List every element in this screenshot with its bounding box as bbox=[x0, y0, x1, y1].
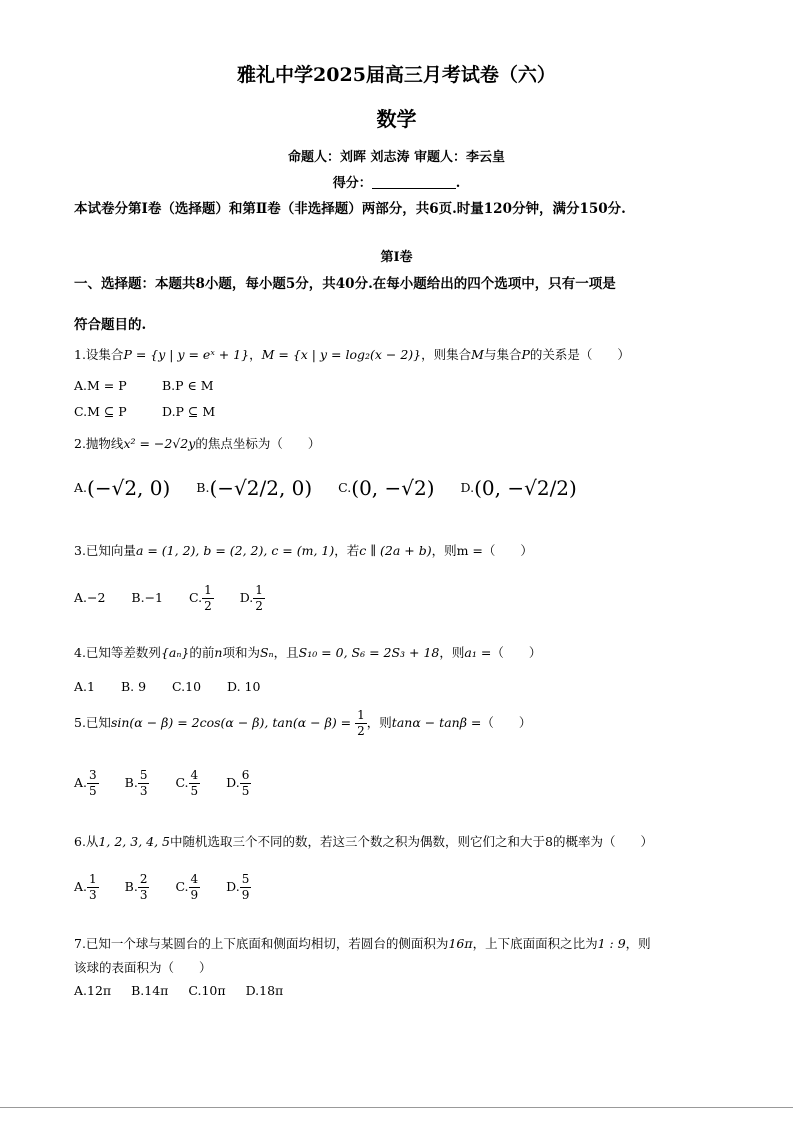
q1-option-c[interactable]: C.M ⊆ P bbox=[74, 404, 127, 419]
q6-text-b: 中随机选取三个不同的数，若这三个数之积为偶数，则它们之和大于8的概率为（ ） bbox=[170, 834, 653, 849]
q1-set-p: P = {y | y = eˣ + 1} bbox=[123, 347, 250, 362]
q1-text-d: 的关系是（ ） bbox=[529, 347, 630, 362]
q7-text-c: ，则 bbox=[625, 936, 651, 951]
q2-option-a-value: (−√2, 0) bbox=[87, 476, 171, 500]
question-7-stem bbox=[74, 934, 651, 952]
q6-option-d-fraction: $\frac{5}{9}$ bbox=[241, 872, 250, 902]
question-1-options-row2 bbox=[74, 404, 237, 419]
q6-option-b[interactable]: B. $\frac{2}{3}$ bbox=[124, 872, 148, 902]
q4-text-a: 4.已知等差数列 bbox=[74, 645, 161, 660]
q7-area: 16π bbox=[448, 936, 473, 951]
q6-option-a-fraction: $\frac{1}{3}$ bbox=[89, 872, 97, 902]
exam-title: 雅礼中学2025届高三月考试卷（六） bbox=[237, 64, 556, 86]
q2-option-d[interactable]: D.(0, −√2/2) bbox=[460, 476, 577, 500]
q4-text-f: （ ） bbox=[491, 645, 542, 660]
question-6-options bbox=[74, 872, 273, 903]
q1-set-m: M = {x | y = log₂(x − 2)} bbox=[261, 347, 422, 362]
q5-option-d-fraction: $\frac{6}{5}$ bbox=[241, 768, 250, 798]
q1-p: P bbox=[521, 347, 530, 362]
q5-condition-fraction: $\frac{1}{2}$ bbox=[357, 708, 365, 738]
q5-text-a: 5.已知 bbox=[74, 715, 111, 730]
q5-option-d[interactable]: D. $\frac{6}{5}$ bbox=[226, 768, 250, 798]
q5-option-c[interactable]: C. $\frac{4}{5}$ bbox=[175, 768, 199, 798]
q2-option-c-value: (0, −√2) bbox=[351, 476, 435, 500]
q7-text-a: 7.已知一个球与某圆台的上下底面和侧面均相切，若圆台的侧面积为 bbox=[74, 936, 449, 951]
question-4-options bbox=[74, 679, 282, 694]
volume-heading: 第I卷 bbox=[380, 250, 413, 265]
q1-m: M bbox=[471, 347, 484, 362]
q5-option-a[interactable]: A. $\frac{3}{5}$ bbox=[74, 768, 97, 798]
section-heading-line2: 符合题目的. bbox=[74, 317, 147, 333]
question-7-options bbox=[74, 983, 305, 998]
q7-option-d[interactable]: D.18π bbox=[245, 983, 284, 998]
q4-option-c[interactable]: C.10 bbox=[172, 679, 202, 694]
q3-option-c-fraction: $\frac{1}{2}$ bbox=[204, 583, 212, 613]
question-2-options bbox=[74, 476, 599, 500]
question-3-stem bbox=[74, 541, 533, 559]
subject-title: 数学 bbox=[376, 107, 417, 131]
q3-option-d-fraction: $\frac{1}{2}$ bbox=[255, 583, 263, 613]
q4-n: n bbox=[214, 645, 223, 660]
q6-option-c[interactable]: C. $\frac{4}{9}$ bbox=[175, 872, 199, 902]
q3-condition: c ∥ (2a + b) bbox=[359, 543, 432, 558]
q4-option-a[interactable]: A.1 bbox=[74, 679, 95, 694]
q2-option-b[interactable]: B.(−√2/2, 0) bbox=[196, 476, 313, 500]
section-heading-line1: 一、选择题：本题共8小题，每小题5分，共40分.在每小题给出的四个选项中，只有一项是 bbox=[74, 276, 616, 292]
q4-sn: Sₙ bbox=[259, 645, 274, 660]
q4-sequence: {aₙ} bbox=[160, 645, 190, 660]
q7-ratio: 1 : 9 bbox=[597, 936, 626, 951]
q7-text-b: ，上下底面面积之比为 bbox=[472, 936, 598, 951]
authors-line: 命题人：刘晖 刘志涛 审题人：李云皇 bbox=[287, 150, 506, 165]
q4-option-b[interactable]: B. 9 bbox=[120, 679, 147, 694]
q3-text-b: ，若 bbox=[334, 543, 360, 558]
q7-option-c[interactable]: C.10π bbox=[188, 983, 226, 998]
question-6-stem bbox=[74, 832, 653, 850]
q5-option-a-fraction: $\frac{3}{5}$ bbox=[89, 768, 97, 798]
question-5-options bbox=[74, 768, 273, 799]
q3-text-a: 3.已知向量 bbox=[74, 543, 136, 558]
q6-option-c-fraction: $\frac{4}{9}$ bbox=[190, 872, 199, 902]
q4-a1: a₁ = bbox=[464, 645, 492, 660]
q4-text-c: 项和为 bbox=[222, 645, 260, 660]
score-label: 得分： bbox=[332, 176, 372, 191]
q2-text-b: 的焦点坐标为（ ） bbox=[195, 436, 321, 451]
q3-option-b[interactable]: B.−1 bbox=[131, 590, 164, 605]
q5-text-b: ，则 bbox=[366, 715, 392, 730]
q4-text-e: ，则 bbox=[439, 645, 465, 660]
q6-option-b-fraction: $\frac{2}{3}$ bbox=[139, 872, 148, 902]
q1-text-a: 1.设集合 bbox=[74, 347, 124, 362]
q2-option-d-value: (0, −√2/2) bbox=[474, 476, 577, 500]
q5-condition: sin(α − β) = 2cos(α − β), tan(α − β) = bbox=[110, 715, 356, 730]
q3-text-c: ，则m =（ ） bbox=[431, 543, 533, 558]
q2-option-b-value: (−√2/2, 0) bbox=[209, 476, 313, 500]
q2-text-a: 2.抛物线 bbox=[74, 436, 124, 451]
q3-vectors: a = (1, 2), b = (2, 2), c = (m, 1) bbox=[135, 543, 335, 558]
q3-option-c[interactable]: C. $\frac{1}{2}$ bbox=[189, 583, 212, 613]
question-1-options-row1 bbox=[74, 378, 236, 393]
q4-option-d[interactable]: D. 10 bbox=[227, 679, 261, 694]
score-line: 得分： . bbox=[332, 176, 461, 191]
question-5-stem bbox=[74, 708, 531, 739]
q3-option-a[interactable]: A.−2 bbox=[74, 590, 106, 605]
q6-option-d[interactable]: D. $\frac{5}{9}$ bbox=[226, 872, 250, 902]
q1-text-c: 与集合 bbox=[483, 347, 522, 362]
q5-option-c-fraction: $\frac{4}{5}$ bbox=[190, 768, 199, 798]
q5-option-b-fraction: $\frac{5}{3}$ bbox=[139, 768, 148, 798]
q7-option-b[interactable]: B.14π bbox=[131, 983, 169, 998]
question-1-stem: 1.设集合P = {y | y = eˣ + 1}，M = {x | y = log₂(x − 2)}，则集合M与集合P的关系是（ ） bbox=[74, 347, 630, 362]
q1-option-b[interactable]: B.P ∈ M bbox=[162, 378, 214, 393]
question-7-stem-line2: 该球的表面积为（ ） bbox=[74, 960, 212, 975]
score-blank bbox=[372, 175, 456, 189]
question-2-stem bbox=[74, 434, 320, 452]
q1-option-a[interactable]: A.M = P bbox=[74, 378, 127, 393]
exam-intro: 本试卷分第I卷（选择题）和第Ⅱ卷（非选择题）两部分，共6页.时量120分钟，满分150分. bbox=[74, 201, 626, 217]
q5-target: tanα − tanβ = bbox=[391, 715, 482, 730]
q4-text-b: 的前 bbox=[189, 645, 215, 660]
question-4-stem bbox=[74, 643, 541, 661]
q2-option-a[interactable]: A.(−√2, 0) bbox=[74, 476, 171, 500]
q4-text-d: ，且 bbox=[273, 645, 299, 660]
q5-text-c: （ ） bbox=[481, 715, 532, 730]
q2-option-c[interactable]: C.(0, −√2) bbox=[338, 476, 435, 500]
q1-text-b: ，则集合 bbox=[421, 347, 472, 362]
q3-option-d[interactable]: D. $\frac{1}{2}$ bbox=[239, 583, 263, 613]
q6-numbers: 1, 2, 3, 4, 5 bbox=[98, 834, 170, 849]
q2-equation: x² = −2√2y bbox=[123, 436, 196, 451]
q6-option-a[interactable]: A. $\frac{1}{3}$ bbox=[74, 872, 97, 902]
page-footer-divider bbox=[0, 1107, 793, 1108]
q7-option-a[interactable]: A.12π bbox=[74, 983, 112, 998]
q5-option-b[interactable]: B. $\frac{5}{3}$ bbox=[124, 768, 148, 798]
q6-text-a: 6.从 bbox=[74, 834, 99, 849]
q4-condition: S₁₀ = 0, S₆ = 2S₃ + 18 bbox=[298, 645, 440, 660]
question-3-options bbox=[74, 583, 287, 614]
q1-option-d[interactable]: D.P ⊆ M bbox=[162, 404, 216, 419]
